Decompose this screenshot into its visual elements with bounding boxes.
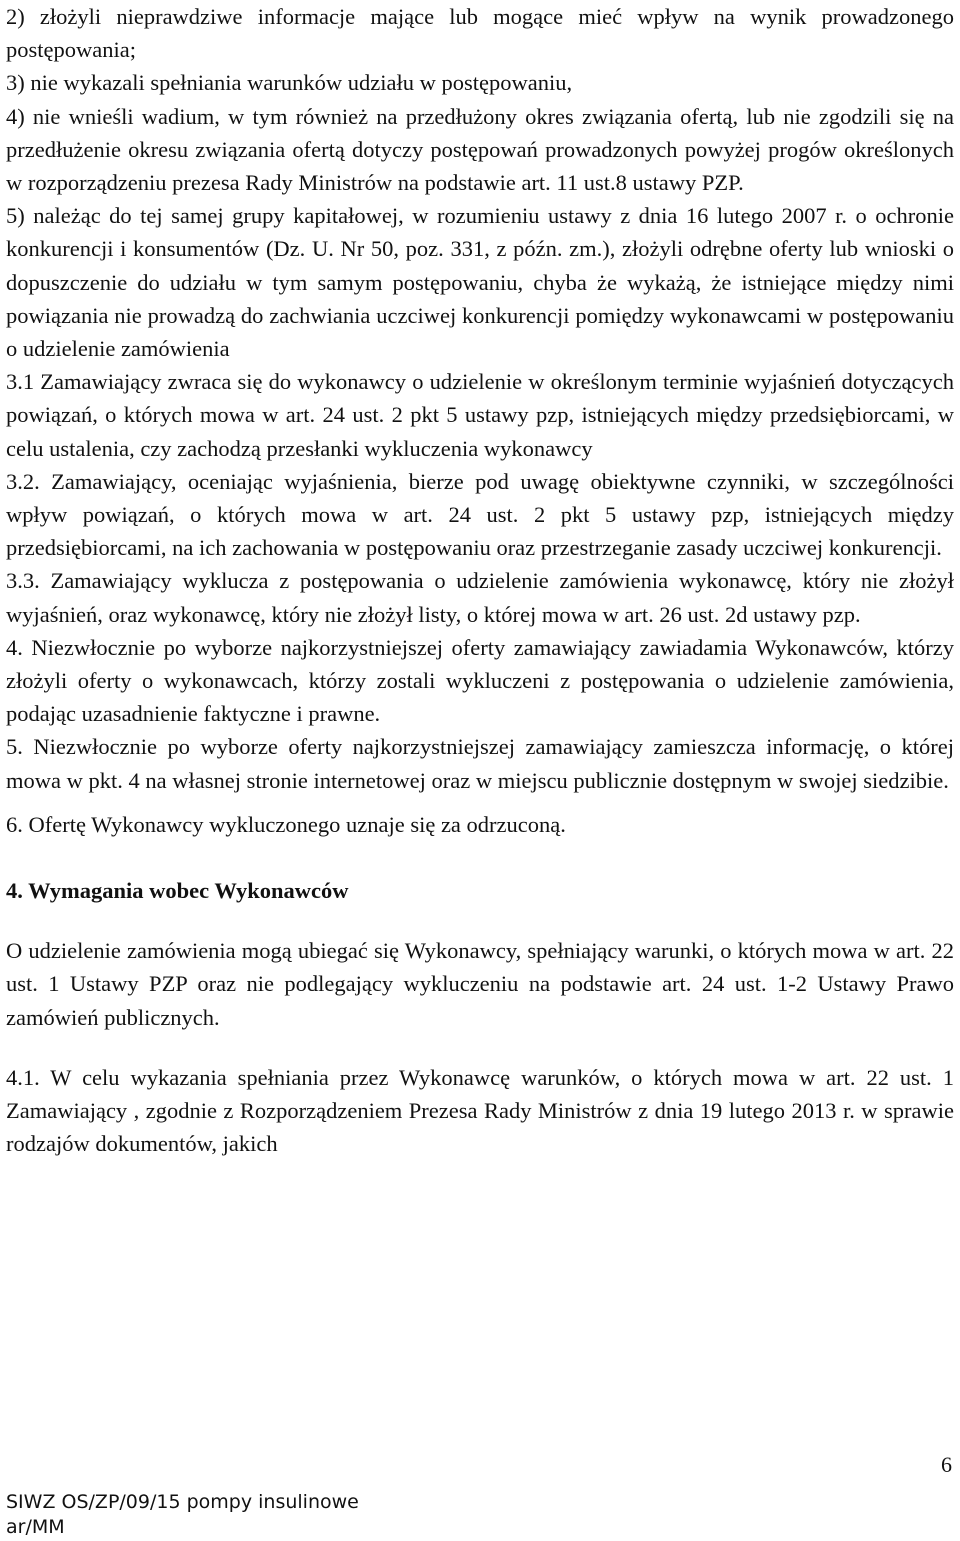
footer-line-2: ar/MM bbox=[6, 1516, 65, 1538]
footer-line-1: SIWZ OS/ZP/09/15 pompy insulinowe bbox=[6, 1491, 359, 1513]
paragraph-item-2: 2) złożyli nieprawdziwe informacje mające lub mogące mieć wpływ na wynik prowadzonego postępowania; bbox=[6, 4, 954, 63]
paragraph-5: 5. Niezwłocznie po wyborze oferty najkorzystniejszej zamawiający zamieszcza informację, o której mowa w pkt. 4 na własnej stronie internetowej oraz w miejscu publicznie dostępnym w swojej siedzibie. bbox=[6, 734, 954, 793]
page-number: 6 bbox=[941, 1452, 952, 1477]
paragraph-item-4: 4) nie wnieśli wadium, w tym również na przedłużony okres związania ofertą, lub nie zgodzili się na przedłużenie okresu związania ofertą dotyczy postępowań prowadzonych powyżej progów określonych w rozporządzeniu prezesa Rady Ministrów na podstawie art. 11 ust.8 ustawy PZP. bbox=[6, 103, 954, 196]
paragraph-4: 4. Niezwłocznie po wyborze najkorzystniejszej oferty zamawiający zawiadamia Wykonawców, którzy złożyli oferty o wykonawcach, którzy zostali wykluczeni z postępowania o udzielenie zamówienia, podając uzasadnienie faktyczne i prawne. bbox=[6, 634, 954, 727]
section-intro-paragraph: O udzielenie zamówienia mogą ubiegać się Wykonawcy, spełniający warunki, o których mowa w art. 22 ust. 1 Ustawy PZP oraz nie podlegający wykluczeniu na podstawie art. 24 ust. 1-2 Ustawy Prawo zamówień publicznych. bbox=[6, 938, 954, 1030]
paragraph-3-2: 3.2. Zamawiający, oceniając wyjaśnienia, bierze pod uwagę obiektywne czynniki, w szczególności wpływ powiązań, o których mowa w art. 24 ust. 2 pkt 5 ustawy pzp, istniejących między przedsiębiorcami, na ich zachowania w postępowaniu oraz przestrzeganie zasady uczciwej konkurencji. bbox=[6, 468, 954, 561]
paragraph-item-3: 3) nie wykazali spełniania warunków udziału w postępowaniu, bbox=[6, 70, 573, 96]
section-heading: 4. Wymagania wobec Wykonawców bbox=[6, 878, 349, 904]
paragraph-3-1: 3.1 Zamawiający zwraca się do wykonawcy o udzielenie w określonym terminie wyjaśnień dotyczących powiązań, o których mowa w art. 24 ust. 2 pkt 5 ustawy pzp, istniejących między przedsiębiorcami, w celu ustalenia, czy zachodzą przesłanki wykluczenia wykonawcy bbox=[6, 369, 954, 461]
paragraph-6: 6. Ofertę Wykonawcy wykluczonego uznaje się za odrzuconą. bbox=[6, 811, 566, 837]
paragraph-item-5: 5) należąc do tej samej grupy kapitałowej, w rozumieniu ustawy z dnia 16 lutego 2007 r. o ochronie konkurencji i konsumentów (Dz. U. Nr 50, poz. 331, z późn. zm.), złożyli odrębne oferty lub wnioski o dopuszczenie do udziału w tym samym postępowaniu, chyba że wykażą, że istniejące między nimi powiązania nie prowadzą do zachwiania uczciwej konkurencji pomiędzy wykonawcami w postępowaniu o udzielenie zamówienia bbox=[6, 203, 954, 362]
section-paragraph-4-1: 4.1. W celu wykazania spełniania przez Wykonawcę warunków, o których mowa w art. 22 ust. 1 Zamawiający , zgodnie z Rozporządzeniem Prezesa Rady Ministrów z dnia 19 lutego 2013 r. w sprawie rodzajów dokumentów, jakich bbox=[6, 1064, 954, 1157]
paragraph-3-3: 3.3. Zamawiający wyklucza z postępowania o udzielenie zamówienia wykonawcę, który nie złożył wyjaśnień, oraz wykonawcę, który nie złożył listy, o której mowa w art. 26 ust. 2d ustawy pzp. bbox=[6, 568, 954, 627]
footer bbox=[6, 1490, 359, 1540]
document-page bbox=[6, 0, 954, 1161]
